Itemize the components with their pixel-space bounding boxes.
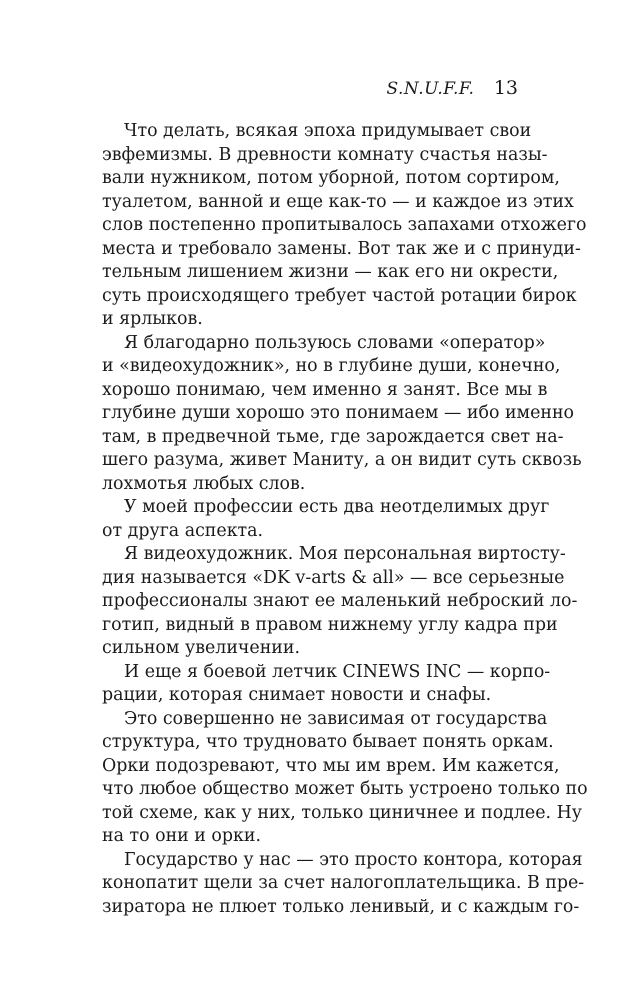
paragraph: [102, 661, 551, 708]
text-line: суть происходящего требует частой ротации бирок: [102, 285, 577, 306]
text-line: дия называется «DK v-arts & all» — все серьезные: [102, 567, 565, 588]
text-line: слов постепенно пропитывалось запахами отхожего: [102, 215, 587, 235]
paragraph: [102, 708, 588, 849]
text-line: на то они и орки.: [102, 826, 261, 846]
text-line: той схеме, как у них, только циничнее и подлее. Ну: [102, 802, 582, 823]
text-line: лохмотья любых слов.: [102, 473, 306, 494]
text-line: Орки подозревают, что мы им врем. Им кажется,: [102, 755, 560, 776]
text-line: места и требовало замены. Вот так же и с принуди-: [102, 238, 581, 259]
text-line: Государство у нас — это просто контора, которая: [124, 849, 583, 870]
body-text: [102, 120, 588, 919]
text-line: от друга аспекта.: [102, 520, 264, 541]
text-line: вали нужником, потом уборной, потом сортиром,: [102, 168, 560, 188]
text-line: шего разума, живет Маниту, а он видит суть сквозь: [102, 450, 582, 470]
text-line: профессионалы знают ее маленький неброский ло-: [102, 591, 578, 611]
text-line: рации, которая снимает новости и снафы.: [102, 685, 492, 705]
text-line: готип, видный в правом нижнему углу кадра при: [102, 614, 558, 635]
text-line: Я благодарно пользуюсь словами «оператор»: [124, 332, 546, 353]
paragraph: [102, 543, 578, 661]
text-line: сильном увеличении.: [102, 638, 301, 658]
page-number: 13: [493, 77, 518, 99]
text-line: У моей профессии есть два неотделимых друг: [124, 497, 550, 517]
paragraph: [102, 849, 585, 920]
paragraph: [102, 332, 582, 497]
text-line: зиратора не плюет только ленивый, и с каждым го-: [102, 896, 580, 917]
paragraph: [102, 496, 550, 543]
text-line: Это совершенно не зависимая от государства: [124, 708, 548, 729]
text-line: тельным лишением жизни — как его ни окрести,: [102, 262, 559, 282]
text-line: хорошо понимаю, чем именно я занят. Все мы в: [102, 379, 548, 400]
text-line: и ярлыков.: [102, 309, 203, 329]
running-head: [386, 76, 518, 101]
book-title: S.N.U.F.F.: [386, 79, 475, 99]
text-line: туалетом, ванной и еще как-то — и каждое из этих: [102, 191, 574, 212]
text-line: там, в предвечной тьме, где зарождается свет на-: [102, 426, 564, 447]
text-line: конопатит щели за счет налогоплательщика. В пре-: [102, 873, 585, 893]
text-line: Я видеохудожник. Моя персональная виртосту-: [124, 544, 566, 564]
text-line: глубине души хорошо это понимаем — ибо именно: [102, 403, 575, 423]
text-line: эвфемизмы. В древности комнату счастья назы-: [102, 144, 548, 165]
text-line: что любое общество может быть устроено только по: [102, 779, 588, 799]
text-line: и «видеохудожник», но в глубине души, конечно,: [102, 356, 561, 376]
text-line: Что делать, всякая эпоха придумывает свои: [124, 121, 532, 141]
text-line: И еще я боевой летчик CINEWS INC — корпо-: [124, 661, 551, 682]
text-line: структура, что трудновато бывает понять оркам.: [102, 732, 554, 752]
paragraph: [102, 120, 587, 332]
